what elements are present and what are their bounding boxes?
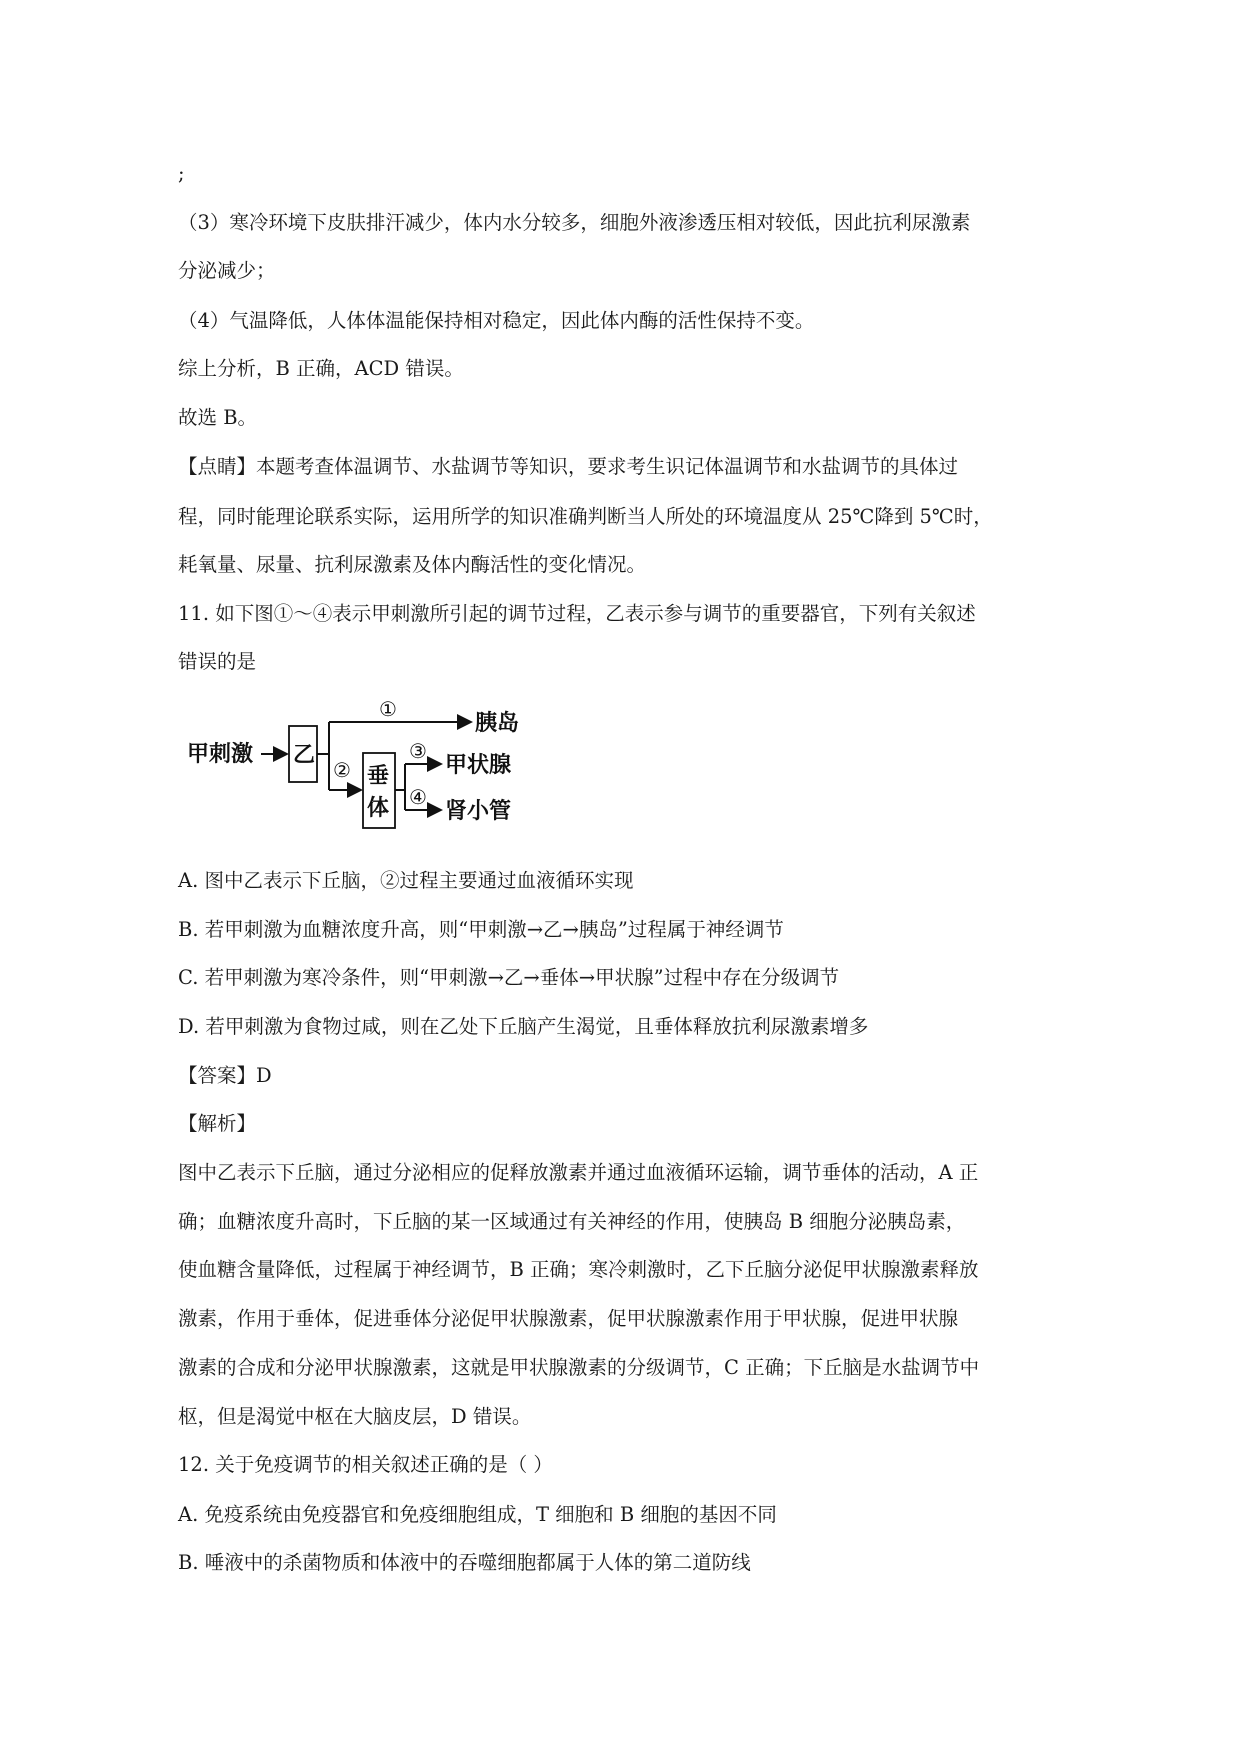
pituitary-label-top: 垂 bbox=[367, 764, 390, 789]
question-12-stem: 12. 关于免疫调节的相关叙述正确的是（ ） bbox=[178, 1453, 553, 1476]
option-b: B. 若甲刺激为血糖浓度升高，则“甲刺激→乙→胰岛”过程属于神经调节 bbox=[178, 918, 784, 941]
process-1-label: ① bbox=[379, 698, 397, 721]
analysis-text: 确；血糖浓度升高时，下丘脑的某一区域通过有关神经的作用，使胰岛 B 细胞分泌胰岛素， bbox=[178, 1210, 966, 1233]
analysis-text: 激素，作用于垂体，促进垂体分泌促甲状腺激素，促甲状腺激素作用于甲状腺，促进甲状腺 bbox=[178, 1307, 959, 1330]
organ-yi-label: 乙 bbox=[293, 743, 316, 768]
target-kidney-tubule: 肾小管 bbox=[445, 799, 512, 824]
process-3-label: ③ bbox=[409, 739, 427, 763]
option-d: D. 若甲刺激为食物过咸，则在乙处下丘脑产生渴觉，且垂体释放抗利尿激素增多 bbox=[178, 1015, 869, 1038]
question-11-stem: 错误的是 bbox=[178, 650, 257, 673]
regulation-diagram bbox=[183, 698, 563, 838]
text-line: 【点睛】本题考查体温调节、水盐调节等知识，要求考生识记体温调节和水盐调节的具体过 bbox=[178, 455, 959, 478]
analysis-text: 枢，但是渴觉中枢在大脑皮层，D 错误。 bbox=[178, 1405, 532, 1428]
text-line: （4）气温降低，人体体温能保持相对稳定，因此体内酶的活性保持不变。 bbox=[178, 309, 815, 332]
analysis-text: 激素的合成和分泌甲状腺激素，这就是甲状腺激素的分级调节，C 正确；下丘脑是水盐调节中 bbox=[178, 1356, 980, 1379]
option-c: C. 若甲刺激为寒冷条件，则“甲刺激→乙→垂体→甲状腺”过程中存在分级调节 bbox=[178, 966, 840, 989]
option-b: B. 唾液中的杀菌物质和体液中的吞噬细胞都属于人体的第二道防线 bbox=[178, 1551, 751, 1574]
text-line: 程，同时能理论联系实际，运用所学的知识准确判断当人所处的环境温度从 25℃降到 5℃时， bbox=[178, 505, 993, 528]
text-line: 故选 B。 bbox=[178, 406, 258, 429]
process-4-label: ④ bbox=[409, 785, 427, 809]
text-line: 分泌减少； bbox=[178, 259, 276, 282]
question-11-stem: 11. 如下图①～④表示甲刺激所引起的调节过程，乙表示参与调节的重要器官，下列有关叙述 bbox=[178, 602, 976, 625]
target-pancreas: 胰岛 bbox=[475, 711, 520, 736]
target-thyroid: 甲状腺 bbox=[445, 753, 512, 778]
analysis-text: 图中乙表示下丘脑，通过分泌相应的促释放激素并通过血液循环运输，调节垂体的活动，A 正 bbox=[178, 1161, 979, 1184]
stimulus-label: 甲刺激 bbox=[187, 742, 254, 767]
text-line: ; bbox=[178, 162, 185, 185]
answer-line: 【答案】D bbox=[178, 1064, 272, 1087]
text-line: 综上分析，B 正确，ACD 错误。 bbox=[178, 357, 464, 380]
pituitary-label-bottom: 体 bbox=[367, 796, 390, 821]
analysis-heading: 【解析】 bbox=[178, 1112, 257, 1135]
option-a: A. 图中乙表示下丘脑，②过程主要通过血液循环实现 bbox=[178, 869, 634, 892]
option-a: A. 免疫系统由免疫器官和免疫细胞组成，T 细胞和 B 细胞的基因不同 bbox=[178, 1503, 777, 1526]
analysis-text: 使血糖含量降低，过程属于神经调节，B 正确；寒冷刺激时，乙下丘脑分泌促甲状腺激素释放 bbox=[178, 1258, 979, 1281]
text-line: 耗氧量、尿量、抗利尿激素及体内酶活性的变化情况。 bbox=[178, 553, 647, 576]
process-2-label: ② bbox=[333, 758, 351, 782]
text-line: （3）寒冷环境下皮肤排汗减少，体内水分较多，细胞外液渗透压相对较低，因此抗利尿激素 bbox=[178, 211, 971, 234]
